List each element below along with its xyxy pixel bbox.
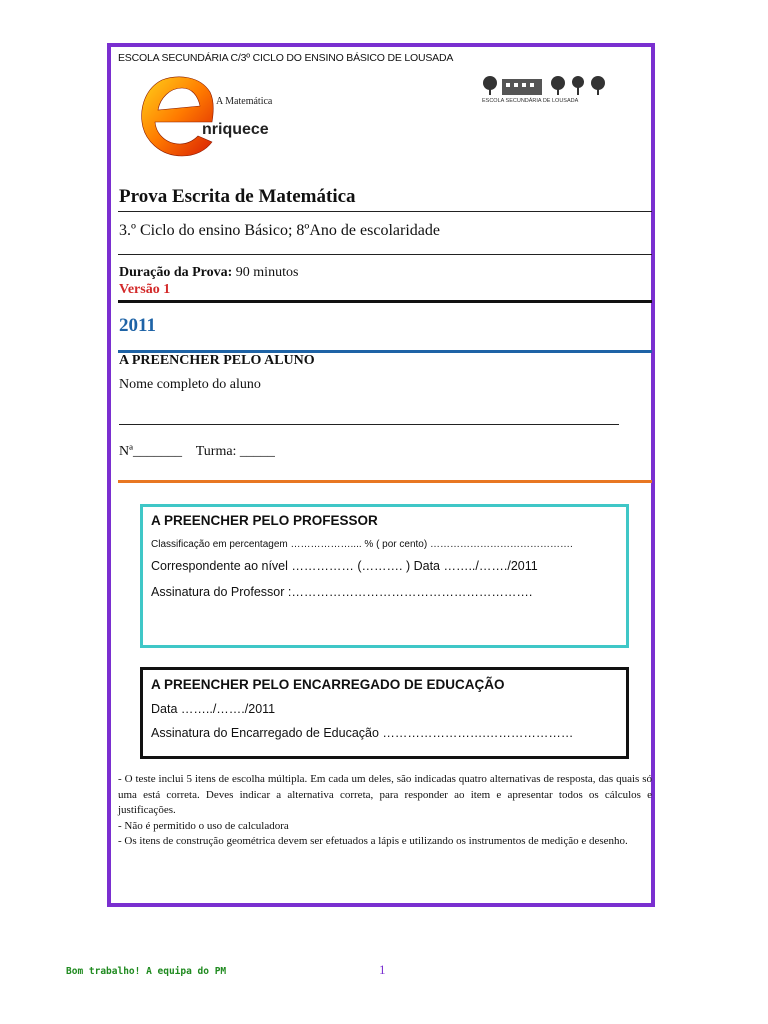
teacher-classification[interactable]: Classificação em percentagem ……………….... % ( por cento) ……………………………………. — [151, 539, 573, 550]
title-rule — [118, 211, 652, 212]
duration-label: Duração da Prova: — [119, 265, 233, 280]
teacher-box-heading: A PREENCHER PELO PROFESSOR — [151, 513, 378, 528]
exam-duration — [119, 265, 298, 281]
teacher-level[interactable]: Correspondente ao nível …………… (………. ) Data ……../……./2011 — [151, 559, 538, 573]
guardian-box-heading: A PREENCHER PELO ENCARREGADO DE EDUCAÇÃO — [151, 677, 505, 692]
logo-right-text: ESCOLA SECUNDÁRIA DE LOUSADA — [482, 98, 579, 103]
exam-subtitle: 3.º Ciclo do ensino Básico; 8ºAno de escolaridade — [119, 222, 440, 239]
instruction-item: - Os itens de construção geométrica devem ser efetuados a lápis e utilizando os instrumentos de medição e desenho. — [118, 835, 628, 847]
student-section-heading: A PREENCHER PELO ALUNO — [119, 353, 315, 368]
school-trees-logo — [480, 73, 614, 103]
instruction-item: - Não é permitido o uso de calculadora — [118, 819, 289, 832]
footer-greeting: Bom trabalho! A equipa do PM — [66, 966, 227, 977]
subtitle-rule — [118, 254, 652, 255]
exam-instructions — [118, 772, 652, 850]
guardian-date[interactable]: Data ……../……./2011 — [151, 702, 276, 716]
exam-version: Versão 1 — [119, 282, 171, 297]
instruction-item: - O teste inclui 5 itens de escolha múltipla. Em cada um deles, são indicadas quatro alternativas de resposta, das quais só uma está correta. Deves indicar a alternativa correta, para responder ao item e apresentar todos os cálculos e justificações. — [118, 773, 652, 816]
student-name-line[interactable] — [119, 424, 619, 425]
logo-left-line1: A Matemática — [216, 96, 273, 107]
logo-left-line2: nriquece — [202, 121, 269, 138]
guardian-signature[interactable]: Assinatura do Encarregado de Educação …………………….………………… — [151, 726, 574, 740]
teacher-signature[interactable]: Assinatura do Professor :…………………………………………………. — [151, 585, 533, 599]
guardian-box — [140, 667, 629, 759]
school-name: ESCOLA SECUNDÁRIA C/3º CICLO DO ENSINO BÁSICO DE LOUSADA — [118, 52, 454, 64]
page-number: 1 — [379, 962, 386, 977]
matematica-enriquece-logo — [138, 72, 288, 158]
duration-value: 90 minutos — [232, 265, 299, 280]
student-rule — [118, 480, 652, 483]
student-number-class[interactable]: Nª_______ Turma: _____ — [119, 444, 275, 459]
exam-year: 2011 — [119, 315, 156, 336]
exam-title: Prova Escrita de Matemática — [119, 186, 356, 207]
student-name-label: Nome completo do aluno — [119, 377, 261, 392]
version-rule — [118, 300, 652, 303]
teacher-box — [140, 504, 629, 648]
